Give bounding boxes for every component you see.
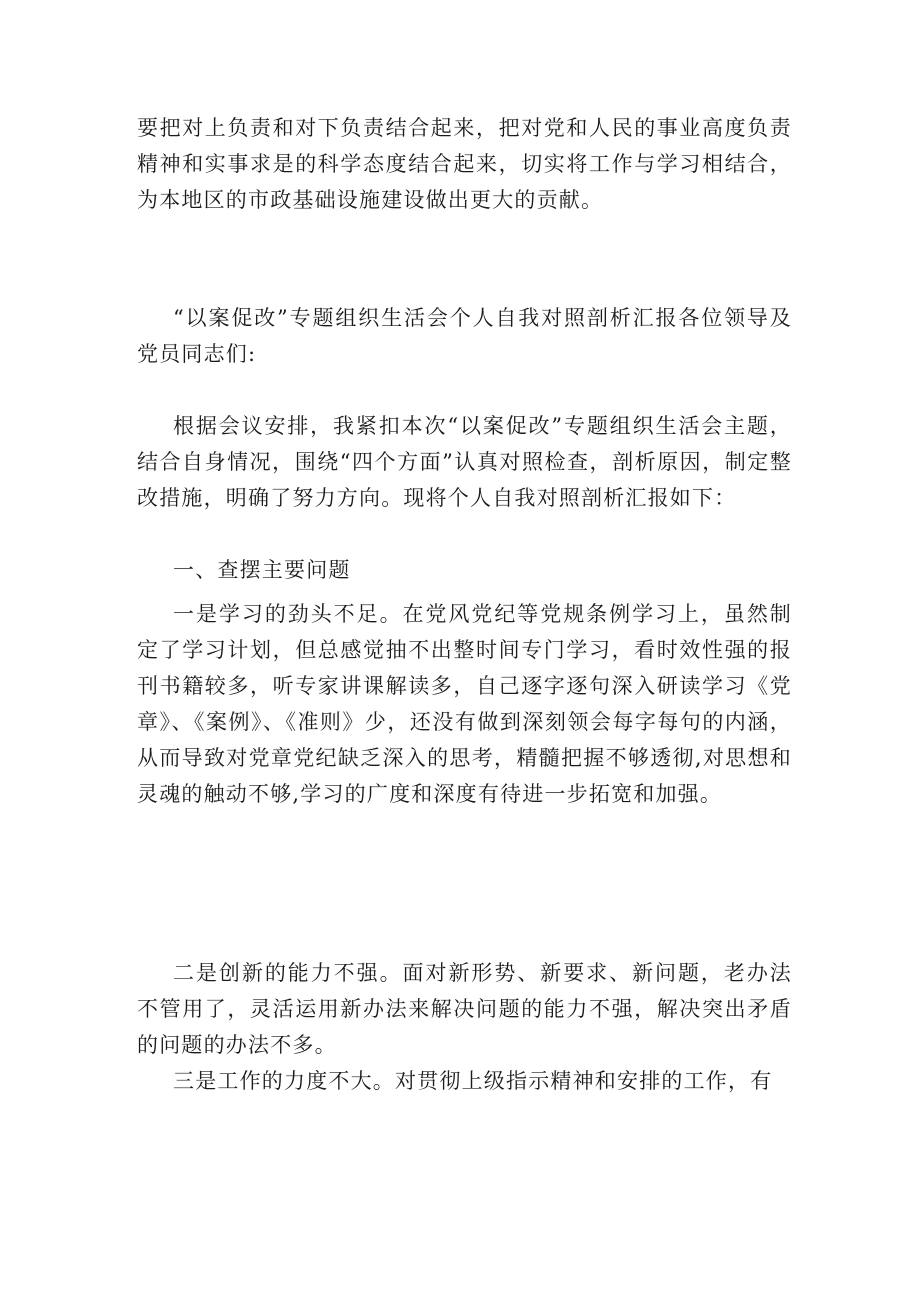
paragraph-continuation: 要把对上负责和对下负责结合起来，把对党和人民的事业高度负责精神和实事求是的科学态度结合起来，切实将工作与学习相结合，为本地区的市政基础设施建设做出更大的贡献。 — [137, 116, 792, 212]
paragraph-point-three: 三是工作的力度不大。对贯彻上级指示精神和安排的工作，有 — [173, 1069, 773, 1093]
paragraph-report-title: “以案促改”专题组织生活会个人自我对照剖析汇报各位领导及党员同志们: — [137, 306, 792, 366]
paragraph-point-two: 二是创新的能力不强。面对新形势、新要求、新问题，老办法不管用了，灵活运用新办法来解决问题的能力不强，解决突出矛盾的问题的办法不多。 — [137, 961, 792, 1057]
paragraph-intro: 根据会议安排，我紧扣本次“以案促改”专题组织生活会主题，结合自身情况，围绕“四个方面”认真对照检查，剖析原因，制定整改措施，明确了努力方向。现将个人自我对照剖析汇报如下： — [137, 414, 792, 510]
section-heading: 一、查摆主要问题 — [173, 558, 351, 582]
paragraph-point-one: 一是学习的劲头不足。在党风党纪等党规条例学习上，虽然制定了学习计划，但总感觉抽不出整时间专门学习，看时效性强的报刊书籍较多，听专家讲课解读多，自己逐字逐句深入研读学习《党章》、《案例》、《准则》少，还没有做到深刻领会每字每句的内涵，从而导致对党章党纪缺乏深入的思考，精髓把握不够透彻,对思想和灵魂的触动不够,学习的广度和深度有待进一步拓宽和加强。 — [137, 602, 792, 806]
